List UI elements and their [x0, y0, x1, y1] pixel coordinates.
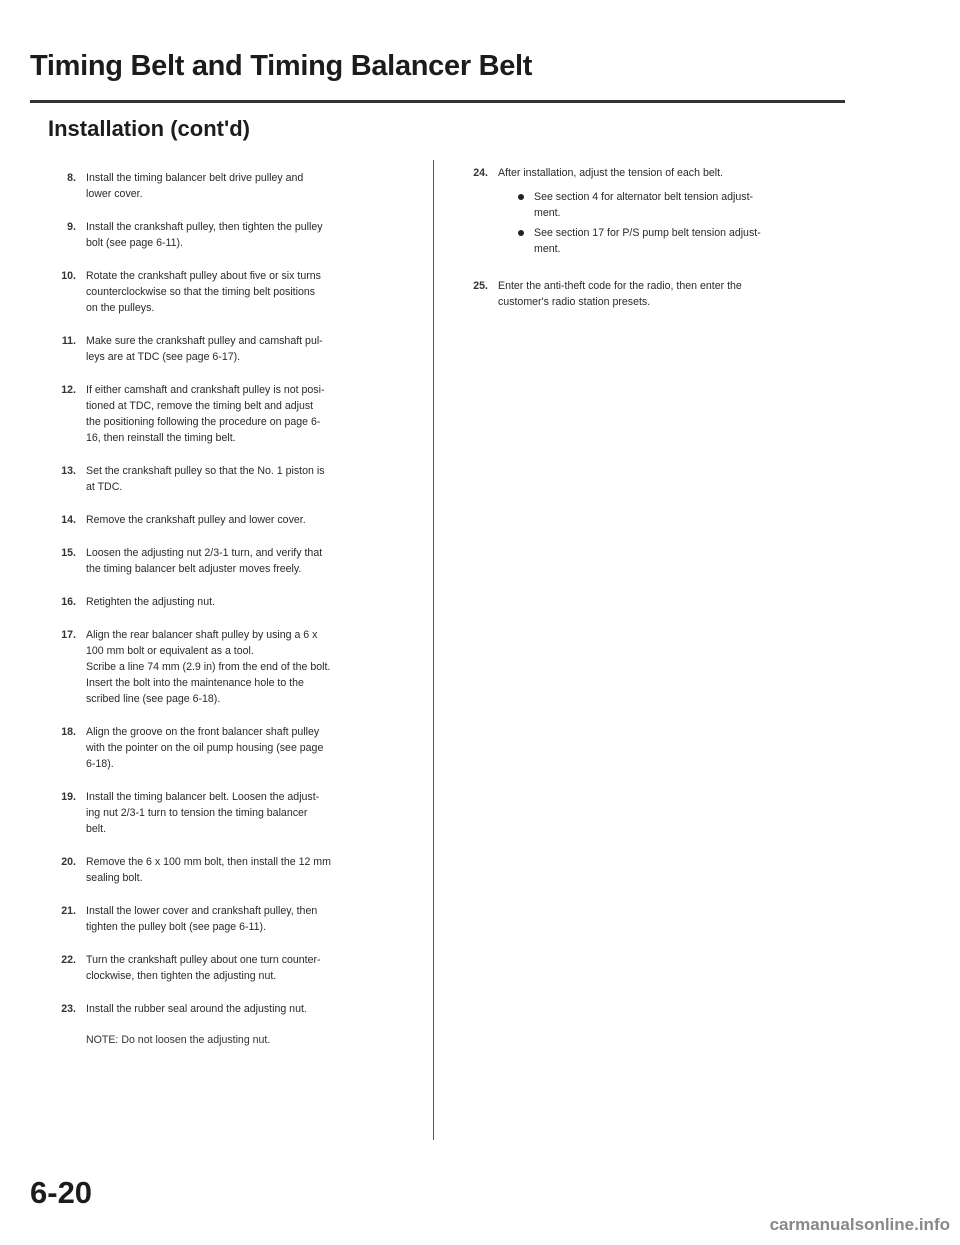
step-line: Install the timing balancer belt. Loosen the adjust-	[86, 791, 320, 803]
step-line: tioned at TDC, remove the timing belt and adjust	[86, 400, 314, 412]
bullet-item	[512, 225, 847, 257]
step-number: 9.	[67, 221, 76, 233]
procedure-step	[50, 627, 430, 707]
procedure-step	[50, 1001, 430, 1017]
step-line: Set the crankshaft pulley so that the No. 1 piston is	[86, 465, 325, 477]
step-text	[498, 278, 847, 310]
step-number: 19.	[61, 791, 76, 803]
step-text	[86, 903, 430, 935]
step-text	[86, 219, 430, 251]
step-line: sealing bolt.	[86, 872, 143, 884]
step-line: ing nut 2/3-1 turn to tension the timing balancer	[86, 807, 308, 819]
bullet-text	[534, 225, 761, 257]
procedure-step	[50, 594, 430, 610]
step-number: 17.	[61, 629, 76, 641]
bullet-line: ment.	[534, 207, 561, 219]
step-line: the positioning following the procedure on page 6-	[86, 416, 321, 428]
bullet-line: ment.	[534, 243, 561, 255]
step-text	[86, 463, 430, 495]
step-line: Make sure the crankshaft pulley and camshaft pul-	[86, 335, 323, 347]
bullet-text	[534, 189, 753, 221]
step-line: Install the rubber seal around the adjusting nut.	[86, 1003, 307, 1015]
step-text	[86, 854, 430, 886]
column-divider	[433, 160, 434, 1140]
title-rule	[30, 100, 845, 103]
bullet-list	[512, 189, 847, 257]
procedure-step	[50, 545, 430, 577]
left-column	[50, 170, 430, 1048]
step-number: 13.	[61, 465, 76, 477]
step-line: bolt (see page 6-11).	[86, 237, 183, 249]
procedure-step	[50, 219, 430, 251]
right-column	[462, 165, 847, 327]
procedure-step	[50, 170, 430, 202]
step-text	[86, 1001, 430, 1017]
procedure-step	[50, 268, 430, 316]
step-line: Align the rear balancer shaft pulley by using a 6 x	[86, 629, 318, 641]
step-number: 11.	[61, 335, 76, 347]
step-line: leys are at TDC (see page 6-17).	[86, 351, 241, 363]
step-text	[498, 165, 847, 261]
step-number: 10.	[61, 270, 76, 282]
step-line: 6-18).	[86, 758, 114, 770]
step-line: Install the crankshaft pulley, then tighten the pulley	[86, 221, 323, 233]
step-text	[86, 382, 430, 446]
bullet-item	[512, 189, 847, 221]
step-line: 16, then reinstall the timing belt.	[86, 432, 236, 444]
step-line: Insert the bolt into the maintenance hole to the	[86, 677, 304, 689]
step-line: belt.	[86, 823, 107, 835]
step-line: Scribe a line 74 mm (2.9 in) from the end of the bolt.	[86, 661, 331, 673]
procedure-step	[50, 724, 430, 772]
step-number: 16.	[61, 596, 76, 608]
step-line: scribed line (see page 6-18).	[86, 693, 221, 705]
step-line: at TDC.	[86, 481, 123, 493]
note-text: NOTE: Do not loosen the adjusting nut.	[86, 1034, 271, 1046]
procedure-step	[50, 952, 430, 984]
step-text	[86, 952, 430, 984]
step-line: the timing balancer belt adjuster moves freely.	[86, 563, 302, 575]
watermark: carmanualsonline.info	[769, 1215, 950, 1234]
bullet-dot-icon	[518, 194, 524, 200]
step-text	[86, 789, 430, 837]
step-number: 21.	[61, 905, 76, 917]
step-line: Install the timing balancer belt drive pulley and	[86, 172, 304, 184]
step-number: 20.	[61, 856, 76, 868]
step-line: Retighten the adjusting nut.	[86, 596, 215, 608]
step-number: 22.	[61, 954, 76, 966]
step-text	[86, 512, 430, 528]
page-number: 6-20	[30, 1175, 93, 1210]
step-number: 12.	[61, 384, 76, 396]
step-number: 14.	[61, 514, 76, 526]
step-text	[86, 268, 430, 316]
procedure-step	[50, 463, 430, 495]
step-line: lower cover.	[86, 188, 143, 200]
step-text	[86, 170, 430, 202]
procedure-step	[50, 333, 430, 365]
step-number: 23.	[61, 1003, 76, 1015]
step-line: Loosen the adjusting nut 2/3-1 turn, and verify that	[86, 547, 323, 559]
step-text	[86, 333, 430, 365]
step-text	[86, 724, 430, 772]
step-number: 24.	[473, 167, 488, 179]
step-line: Turn the crankshaft pulley about one turn counter-	[86, 954, 321, 966]
step-number: 15.	[61, 547, 76, 559]
step-number: 25.	[473, 280, 488, 292]
step-line: counterclockwise so that the timing belt positions	[86, 286, 316, 298]
bullet-line: See section 4 for alternator belt tension adjust-	[534, 191, 754, 203]
page-title: Timing Belt and Timing Balancer Belt	[30, 50, 533, 82]
step-line: Enter the anti-theft code for the radio, then enter the	[498, 280, 742, 292]
step-line: 100 mm bolt or equivalent as a tool.	[86, 645, 254, 657]
step-text	[86, 627, 430, 707]
step-line: Align the groove on the front balancer shaft pulley	[86, 726, 320, 738]
step-text	[86, 545, 430, 577]
step-line: Remove the 6 x 100 mm bolt, then install the 12 mm	[86, 856, 331, 868]
step-line: After installation, adjust the tension of each belt.	[498, 167, 723, 179]
step-line: clockwise, then tighten the adjusting nut.	[86, 970, 277, 982]
step-number: 8.	[67, 172, 76, 184]
procedure-step	[50, 789, 430, 837]
step-line: with the pointer on the oil pump housing (see page	[86, 742, 324, 754]
bullet-line: See section 17 for P/S pump belt tension adjust-	[534, 227, 761, 239]
step-line: Install the lower cover and crankshaft pulley, then	[86, 905, 318, 917]
step-text	[86, 594, 430, 610]
step-line: on the pulleys.	[86, 302, 155, 314]
procedure-step	[50, 382, 430, 446]
procedure-step	[50, 854, 430, 886]
step-line: customer's radio station presets.	[498, 296, 651, 308]
procedure-step	[462, 278, 847, 310]
procedure-step	[462, 165, 847, 261]
step-line: Remove the crankshaft pulley and lower cover.	[86, 514, 306, 526]
step-line: tighten the pulley bolt (see page 6-11).	[86, 921, 267, 933]
procedure-step	[50, 512, 430, 528]
step-line: Rotate the crankshaft pulley about five or six turns	[86, 270, 321, 282]
step-number: 18.	[61, 726, 76, 738]
bullet-dot-icon	[518, 230, 524, 236]
step-line: If either camshaft and crankshaft pulley is not posi-	[86, 384, 325, 396]
section-heading: Installation (cont'd)	[48, 116, 250, 141]
procedure-step	[50, 903, 430, 935]
